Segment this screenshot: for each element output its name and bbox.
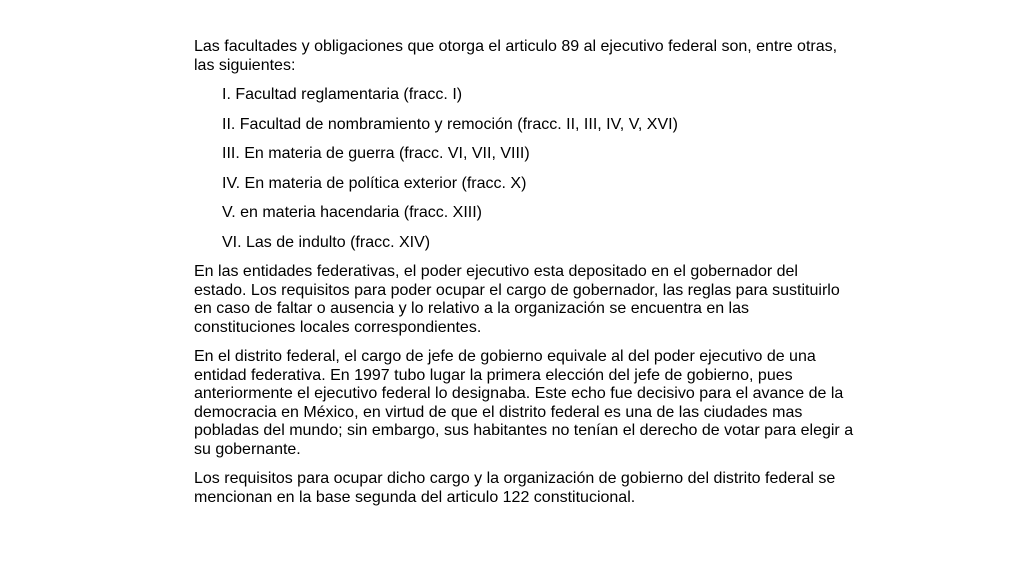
state-executive-paragraph: En las entidades federativas, el poder ejecutivo esta depositado en el gobernador del estado. Los requisitos para poder ocupar el cargo de gobernador, las reglas para sustituirlo en caso de faltar o ausencia y lo relativo a la organización se encuentra en las constituciones locales correspondientes. [194, 263, 840, 336]
list-item: V. en materia hacendaria (fracc. XIII) [222, 204, 482, 221]
list-item: VI. Las de indulto (fracc. XIV) [222, 233, 431, 251]
federal-district-paragraph: En el distrito federal, el cargo de jefe de gobierno equivale al del poder ejecutivo de una entidad federativa. En 1997 tubo lugar la primera elección del jefe de gobierno, pues anteriormente el ejecutivo federal lo designaba. Este echo fue decisivo para el avance de la democracia en México, en virtud de que el distrito federal es una de las ciudades mas pobladas del mundo; sin embargo, sus habitantes no tenían el derecho de votar para elegir a su gobernante. [194, 348, 854, 458]
list-item: I. Facultad reglamentaria (fracc. I) [222, 86, 463, 103]
list-item: III. En materia de guerra (fracc. VI, VII, VIII) [222, 145, 530, 162]
list-item: IV. En materia de política exterior (fracc. X) [222, 174, 527, 192]
list-item: II. Facultad de nombramiento y remoción (fracc. II, III, IV, V, XVI) [222, 115, 678, 133]
slide-content [194, 38, 854, 518]
intro-paragraph: Las facultades y obligaciones que otorga el articulo 89 al ejecutivo federal son, entre otras, las siguientes: [194, 38, 838, 74]
requirements-paragraph: Los requisitos para ocupar dicho cargo y la organización de gobierno del distrito federal se mencionan en la base segunda del articulo 122 constitucional. [194, 470, 836, 506]
faculties-list [194, 86, 854, 252]
